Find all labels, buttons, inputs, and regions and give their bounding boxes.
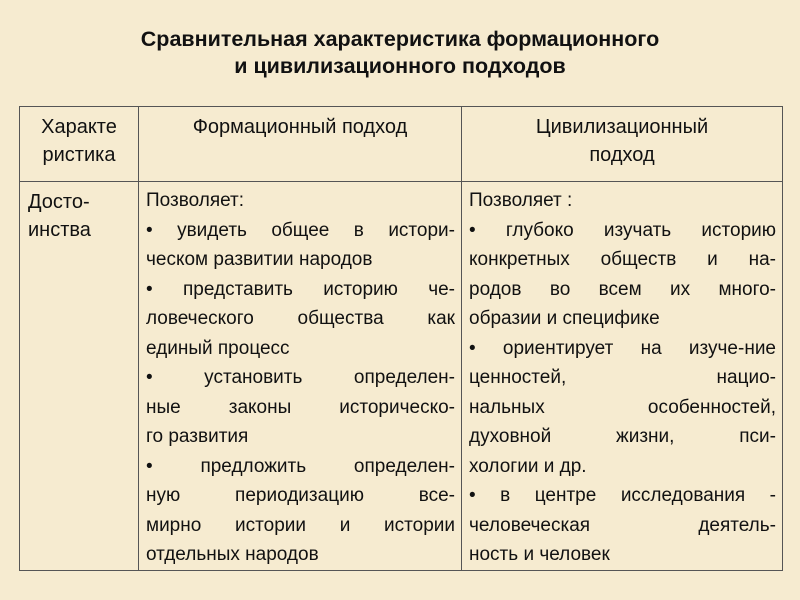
formation-text-line: единый процесс [146, 337, 290, 359]
header-civilization-line: Цивилизационный [535, 116, 709, 138]
civilization-text-line: образии и специфике [469, 308, 660, 329]
formation-text-line: • представить историю че- [146, 278, 455, 300]
header-characteristic [20, 107, 139, 182]
slide-title [0, 26, 800, 80]
formation-text-line: отдельных народов [146, 544, 319, 565]
civilization-text-line: хологии и др. [469, 455, 587, 477]
civilization-text-line: • глубоко изучать историю [469, 219, 776, 241]
formation-text-line: Позволяет: [146, 190, 245, 211]
civilization-text-line: родов во всем их много- [469, 278, 776, 300]
civilization-text-line: ность и человек [469, 544, 610, 565]
civilization-text-line: • в центре исследования - [469, 485, 776, 506]
header-civilization-line: подход [589, 144, 655, 166]
formation-advantages-cell [139, 182, 462, 571]
comparison-table [19, 106, 783, 571]
formation-text-line: ные законы историческо- [146, 396, 455, 418]
civilization-text-line: конкретных обществ и на- [469, 249, 776, 270]
formation-text-line: го развития [146, 426, 249, 447]
header-formation-line: Формационный подход [192, 116, 408, 138]
table-header-row [20, 107, 783, 182]
civilization-text-line: • ориентирует на изуче-ние [469, 337, 776, 359]
civilization-text-line: человеческая деятель- [469, 514, 776, 536]
civilization-text-line: ценностей, нацио- [469, 367, 776, 388]
title-line-1: Сравнительная характеристика формационного [140, 27, 660, 51]
formation-text-line: • увидеть общее в истори- [146, 219, 455, 241]
header-civilization [462, 107, 783, 182]
civilization-advantages-cell [462, 182, 783, 571]
header-characteristic-line: ристика [42, 144, 116, 166]
formation-text-line: ческом развитии народов [146, 249, 373, 270]
formation-text-line: • установить определен- [146, 367, 455, 388]
row-label-line: Досто- [28, 191, 90, 213]
header-formation [139, 107, 462, 182]
civilization-text-line: нальных особенностей, [469, 396, 776, 418]
formation-text-line: мирно истории и истории [146, 514, 455, 536]
row-label-advantages [20, 182, 139, 571]
formation-text-line: ную периодизацию все- [146, 485, 455, 506]
table-row-advantages [20, 182, 783, 571]
formation-text-line: ловеческого общества как [146, 308, 455, 329]
header-characteristic-line: Характе [41, 116, 117, 138]
formation-text-line: • предложить определен- [146, 455, 455, 477]
civilization-text-line: духовной жизни, пси- [469, 426, 776, 447]
row-label-line: инства [28, 219, 91, 241]
title-line-2: и цивилизационного подходов [234, 54, 566, 78]
civilization-text-line: Позволяет : [469, 190, 573, 211]
